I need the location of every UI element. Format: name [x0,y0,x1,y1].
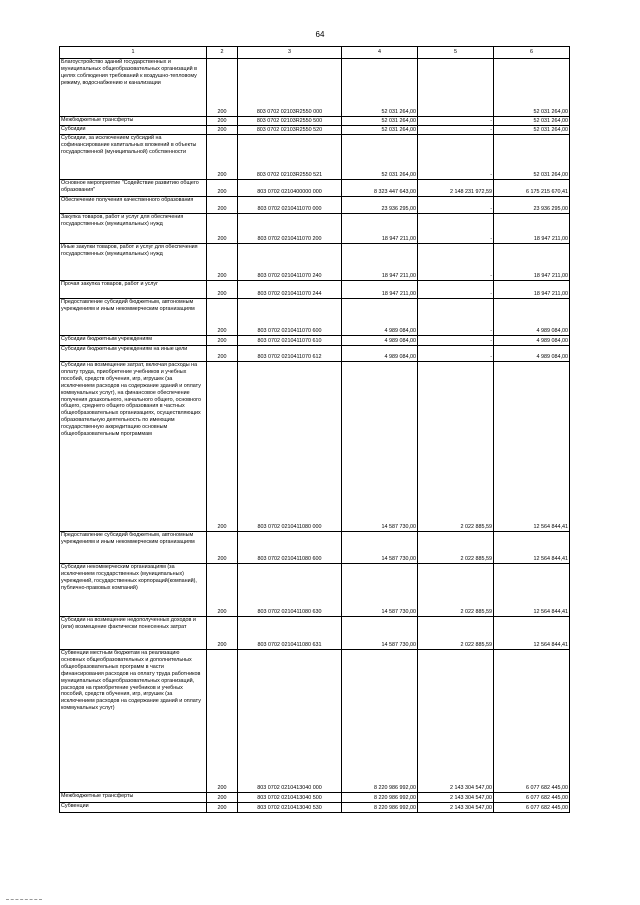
row-value-2: - [418,281,494,299]
column-header: 2 [207,47,238,59]
row-admin: 200 [207,803,238,813]
row-admin: 200 [207,281,238,299]
column-header: 3 [238,47,342,59]
row-admin: 200 [207,617,238,650]
row-value-2: 2 143 304 547,00 [418,793,494,803]
row-value-1: 4 989 084,00 [342,299,418,336]
row-code: 803 0702 0210411080 600 [238,532,342,564]
row-value-3: 12 564 844,41 [494,617,570,650]
row-name: Благоустройство зданий государственных и муниципальных общеобразовательных организаций в целях соблюдения требований к воздушно-тепловому режиму, водоснабжению и канализации [60,59,207,117]
row-name: Субсидии бюджетным учреждениям на иные цели [60,346,207,362]
row-value-2: - [418,126,494,135]
row-code: 803 0702 0210413040 500 [238,793,342,803]
table-row [60,117,570,126]
row-admin: 200 [207,244,238,281]
row-value-2: - [418,336,494,346]
row-value-3: 4 989 084,00 [494,336,570,346]
row-value-3: 52 031 264,00 [494,117,570,126]
row-value-1: 18 947 211,00 [342,214,418,244]
row-value-2 [418,59,494,117]
footer-mark [6,899,42,902]
row-value-2: 2 143 304 547,00 [418,650,494,793]
column-header: 6 [494,47,570,59]
row-admin: 200 [207,299,238,336]
row-code: 803 0702 0210411070 610 [238,336,342,346]
row-value-2: - [418,117,494,126]
row-name: Межбюджетные трансферты [60,793,207,803]
row-value-3: 12 564 844,41 [494,362,570,532]
row-admin: 200 [207,532,238,564]
row-code: 803 0702 0210411070 612 [238,346,342,362]
row-code: 803 0702 0210413040 000 [238,650,342,793]
row-name: Обеспечение получения качественного образования [60,197,207,214]
row-admin: 200 [207,793,238,803]
row-value-1: 14 587 730,00 [342,362,418,532]
row-name: Субвенции [60,803,207,813]
row-value-1: 23 936 295,00 [342,197,418,214]
row-admin: 200 [207,117,238,126]
row-value-3: 4 989 084,00 [494,346,570,362]
table-row [60,803,570,813]
row-code: 803 0702 02103R2550 521 [238,135,342,180]
row-code: 803 0702 0210411080 631 [238,617,342,650]
table-row [60,59,570,117]
column-header: 5 [418,47,494,59]
column-header: 4 [342,47,418,59]
row-code: 803 0702 0210411070 000 [238,197,342,214]
row-code: 803 0702 02103R2550 000 [238,59,342,117]
page-number: 64 [315,30,325,39]
row-name: Закупка товаров, работ и услуг для обеспечения государственных (муниципальных) нужд [60,214,207,244]
table-row [60,362,570,532]
table-row [60,135,570,180]
row-name: Прочая закупка товаров, работ и услуг [60,281,207,299]
header-row [60,47,570,59]
row-admin: 200 [207,180,238,197]
row-value-1: 18 947 211,00 [342,244,418,281]
row-value-2: 2 022 885,59 [418,564,494,617]
row-value-3: 18 947 211,00 [494,244,570,281]
row-value-2: 2 022 885,59 [418,532,494,564]
column-header: 1 [60,47,207,59]
row-value-3: 4 989 084,00 [494,299,570,336]
row-value-2: - [418,299,494,336]
row-value-1: 4 989 084,00 [342,336,418,346]
row-code: 803 0702 0210411080 630 [238,564,342,617]
table-row [60,532,570,564]
row-admin: 200 [207,336,238,346]
row-value-1: 8 220 986 992,00 [342,650,418,793]
row-name: Межбюджетные трансферты [60,117,207,126]
row-name: Субсидии на возмещение недополученных доходов и (или) возмещение фактически понесенных затрат [60,617,207,650]
row-admin: 200 [207,59,238,117]
table-row [60,564,570,617]
row-admin: 200 [207,362,238,532]
row-value-3: 18 947 211,00 [494,281,570,299]
row-value-2: 2 022 885,59 [418,362,494,532]
table-row [60,617,570,650]
table-row [60,244,570,281]
row-value-1: 52 031 264,00 [342,126,418,135]
row-code: 803 0702 02103R2550 500 [238,117,342,126]
row-code: 803 0702 0210411070 244 [238,281,342,299]
row-value-1: 8 323 447 643,00 [342,180,418,197]
row-value-3: 23 936 295,00 [494,197,570,214]
row-value-1: 52 031 264,00 [342,117,418,126]
table-row [60,336,570,346]
row-name: Субвенции местным бюджетам на реализацию основных общеобразовательных и дополнительных общеобразовательных программ в части финансирования расходов на оплату труда работников муниципальных общеобразовательных организаций, расходов на приобретение учебников и учебных пособий, средств обучения, игр, игрушек (за исключением расходов на содержание зданий и оплату коммунальных услуг) [60,650,207,793]
row-value-2: - [418,135,494,180]
row-value-1: 52 031 264,00 [342,135,418,180]
table-row [60,793,570,803]
table-row [60,214,570,244]
row-value-3: 6 077 682 445,00 [494,793,570,803]
row-value-3: 6 077 682 445,00 [494,650,570,793]
row-code: 803 0702 0210411070 200 [238,214,342,244]
table-row [60,180,570,197]
table-row [60,346,570,362]
row-name: Предоставление субсидий бюджетным, автономным учреждениям и иным некоммерческим организациям [60,532,207,564]
row-value-1: 52 031 264,00 [342,59,418,117]
row-value-2: 2 148 231 972,59 [418,180,494,197]
row-admin: 200 [207,650,238,793]
row-admin: 200 [207,126,238,135]
row-value-3: 18 947 211,00 [494,214,570,244]
row-code: 803 0702 0210413040 530 [238,803,342,813]
row-value-1: 4 989 084,00 [342,346,418,362]
table-row [60,126,570,135]
table-row [60,650,570,793]
row-value-2: - [418,214,494,244]
row-code: 803 0702 0210411080 000 [238,362,342,532]
row-admin: 200 [207,197,238,214]
row-value-2: 2 022 885,59 [418,617,494,650]
row-value-3: 52 031 264,00 [494,135,570,180]
row-name: Основное мероприятие "Содействие развитию общего образования" [60,180,207,197]
row-code: 803 0702 0210411070 240 [238,244,342,281]
row-code: 803 0702 0210400000 000 [238,180,342,197]
row-value-1: 18 947 211,00 [342,281,418,299]
row-value-2: - [418,346,494,362]
row-value-1: 14 587 730,00 [342,617,418,650]
row-name: Субсидии, за исключением субсидий на софинансирование капитальных вложений в объекты государственной (муниципальной) собственности [60,135,207,180]
row-value-3: 12 564 844,41 [494,564,570,617]
row-value-2: 2 143 304 547,00 [418,803,494,813]
row-value-3: 52 031 264,00 [494,126,570,135]
row-value-3: 12 564 844,41 [494,532,570,564]
row-value-1: 14 587 730,00 [342,564,418,617]
row-admin: 200 [207,564,238,617]
row-name: Иные закупки товаров, работ и услуг для обеспечения государственных (муниципальных) нужд [60,244,207,281]
budget-table [59,46,570,813]
row-admin: 200 [207,135,238,180]
row-value-1: 8 220 986 992,00 [342,793,418,803]
table-row [60,299,570,336]
row-name: Субсидии бюджетным учреждениям [60,336,207,346]
table-row [60,281,570,299]
row-name: Предоставление субсидий бюджетным, автономным учреждениям и иным некоммерческим организациям [60,299,207,336]
row-value-3: 6 077 682 445,00 [494,803,570,813]
row-admin: 200 [207,214,238,244]
row-code: 803 0702 02103R2550 520 [238,126,342,135]
row-value-2: - [418,197,494,214]
row-value-1: 14 587 730,00 [342,532,418,564]
row-name: Субсидии на возмещение затрат, включая расходы на оплату труда, приобретение учебников и учебных пособий, средств обучения, игр, игрушек (за исключением расходов на содержание зданий и оплату коммунальных услуг), на финансовое обеспечение получения дошкольного, начального общего, основного общего, среднего общего образования в частных общеобразовательных организациях, осуществляющих образовательную деятельность по имеющим государственную аккредитацию основным общеобразовательным программам [60,362,207,532]
row-value-3: 52 031 264,00 [494,59,570,117]
row-value-1: 8 220 986 992,00 [342,803,418,813]
row-code: 803 0702 0210411070 600 [238,299,342,336]
row-name: Субсидии некоммерческим организациям (за исключением государственных (муниципальных) учреждений, государственных корпораций(компаний), публично-правовых компаний) [60,564,207,617]
row-value-3: 6 175 215 670,41 [494,180,570,197]
row-value-2: - [418,244,494,281]
row-admin: 200 [207,346,238,362]
row-name: Субсидии [60,126,207,135]
table-row [60,197,570,214]
